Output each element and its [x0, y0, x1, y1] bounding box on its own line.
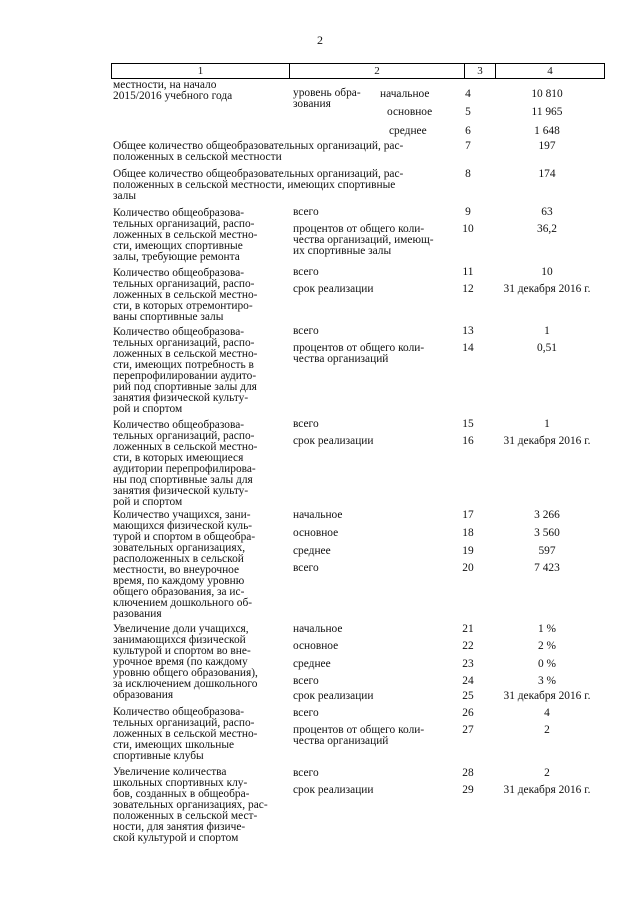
- row-value: 1 %: [537, 623, 557, 635]
- param-label: начальное: [380, 88, 430, 100]
- row-label: рий под спортивные залы для: [113, 381, 257, 393]
- param-label: чества организаций: [293, 353, 389, 365]
- row-number: 29: [462, 784, 474, 796]
- row-label: положенных в сельской мест-: [113, 810, 258, 822]
- row-label: сти, имеющих потребность в: [113, 359, 254, 371]
- param-label: основное: [293, 527, 339, 539]
- row-label: залы: [113, 190, 136, 202]
- row-label: перепрофилировании аудито-: [113, 370, 257, 382]
- row-label: общего образования, за ис-: [113, 586, 245, 598]
- param-label: чества организаций: [293, 735, 389, 747]
- row-value: 4: [544, 707, 550, 719]
- row-number: 26: [462, 707, 474, 719]
- row-label: школьных спортивных клу-: [113, 777, 248, 789]
- row-label: Увеличение количества: [113, 766, 227, 778]
- row-label: расположенных в сельской: [113, 553, 244, 565]
- row-number: 6: [465, 125, 471, 137]
- row-value: 3 266: [534, 509, 560, 521]
- row-label: положенных в сельской местности: [113, 151, 282, 163]
- row-value: 7 423: [534, 562, 560, 574]
- row-number: 4: [465, 88, 471, 100]
- param-label: среднее: [389, 125, 427, 137]
- row-label: сти, в которых отремонтиро-: [113, 300, 253, 312]
- row-number: 5: [465, 106, 471, 118]
- row-label: турой и спортом в общеобра-: [113, 531, 256, 543]
- row-label: ложенных в сельской местно-: [113, 348, 258, 360]
- param-label: срок реализации: [293, 784, 374, 796]
- row-label: положенных в сельской местности, имеющих спортивные: [113, 179, 396, 191]
- row-label: бов, созданных в общеобра-: [113, 788, 250, 800]
- param-label: начальное: [293, 623, 343, 635]
- row-value: 63: [541, 206, 553, 218]
- row-label: ключением дошкольного об-: [113, 597, 253, 609]
- row-label: урочное время (по каждому: [113, 656, 248, 668]
- row-value: 10 810: [531, 88, 563, 100]
- row-value: 31 декабря 2016 г.: [503, 435, 591, 447]
- row-label: Количество общеобразова-: [113, 267, 245, 279]
- row-number: 21: [462, 623, 474, 635]
- level-label: зования: [293, 98, 331, 110]
- row-label: рой и спортом: [113, 403, 183, 415]
- param-label: всего: [293, 562, 319, 574]
- param-label: всего: [293, 325, 319, 337]
- row-value: 2: [544, 767, 550, 779]
- header-col-3: 3: [465, 64, 496, 78]
- row-number: 18: [462, 527, 474, 539]
- row-number: 23: [462, 658, 474, 670]
- row-label: ложенных в сельской местно-: [113, 289, 258, 301]
- row-value: 31 декабря 2016 г.: [503, 690, 591, 702]
- row-label: Увеличение доли учащихся,: [113, 623, 249, 635]
- row-label: рой и спортом: [113, 496, 183, 508]
- param-label: процентов от общего коли-: [293, 223, 425, 235]
- row-label: за исключением дошкольного: [113, 678, 258, 690]
- param-label: срок реализации: [293, 283, 374, 295]
- row-label: зовательных организациях, рас-: [113, 799, 268, 811]
- row-label: 2015/2016 учебного года: [113, 90, 233, 102]
- row-label: залы, требующие ремонта: [113, 251, 240, 263]
- param-label: основное: [387, 106, 433, 118]
- row-label: тельных организаций, распо-: [113, 218, 255, 230]
- row-number: 28: [462, 767, 474, 779]
- row-label: Общее количество общеобразовательных организаций, рас-: [113, 140, 404, 152]
- row-value: 1: [544, 325, 550, 337]
- header-col-1: 1: [112, 64, 290, 78]
- param-label: всего: [293, 767, 319, 779]
- row-label: культурой и спортом во вне-: [113, 645, 251, 657]
- row-label: ской культурой и спортом: [113, 832, 239, 844]
- param-label: всего: [293, 675, 319, 687]
- param-label: всего: [293, 418, 319, 430]
- param-label: процентов от общего коли-: [293, 724, 425, 736]
- row-number: 11: [462, 266, 474, 278]
- param-label: процентов от общего коли-: [293, 342, 425, 354]
- row-label: время, по каждому уровню: [113, 575, 245, 587]
- row-value: 10: [541, 266, 553, 278]
- header-col-2: 2: [290, 64, 465, 78]
- row-label: тельных организаций, распо-: [113, 717, 255, 729]
- row-number: 16: [462, 435, 474, 447]
- row-label: Количество общеобразова-: [113, 326, 245, 338]
- row-number: 14: [462, 342, 474, 354]
- row-label: ваны спортивные залы: [113, 311, 224, 323]
- row-value: 36,2: [537, 223, 557, 235]
- param-label: среднее: [293, 545, 331, 557]
- row-label: мающихся физической куль-: [113, 520, 253, 532]
- row-number: 10: [462, 223, 474, 235]
- row-label: Количество общеобразова-: [113, 419, 245, 431]
- row-label: Количество общеобразова-: [113, 706, 245, 718]
- row-label: зовательных организациях,: [113, 542, 246, 554]
- row-label: местности, на начало: [113, 79, 217, 91]
- row-label: сти, в которых имеющиеся: [113, 452, 244, 464]
- row-label: образования: [113, 689, 174, 701]
- param-label: срок реализации: [293, 435, 374, 447]
- row-number: 25: [462, 690, 474, 702]
- row-number: 13: [462, 325, 474, 337]
- row-value: 197: [538, 140, 556, 152]
- row-value: 174: [538, 168, 556, 180]
- row-value: 0 %: [537, 658, 557, 670]
- row-label: ложенных в сельской местно-: [113, 728, 258, 740]
- row-value: 0,51: [537, 342, 557, 354]
- row-label: ложенных в сельской местно-: [113, 441, 258, 453]
- row-number: 8: [465, 168, 471, 180]
- param-label: начальное: [293, 509, 343, 521]
- param-label: срок реализации: [293, 690, 374, 702]
- row-number: 12: [462, 283, 474, 295]
- param-label: основное: [293, 640, 339, 652]
- row-number: 27: [462, 724, 474, 736]
- row-number: 24: [462, 675, 474, 687]
- header-col-4: 4: [547, 65, 553, 77]
- row-label: Количество учащихся, зани-: [113, 509, 251, 521]
- row-label: ложенных в сельской местно-: [113, 229, 258, 241]
- row-number: 17: [462, 509, 474, 521]
- row-value: 1: [544, 418, 550, 430]
- level-label: уровень обра-: [293, 87, 361, 99]
- row-number: 20: [462, 562, 474, 574]
- row-value: 1 648: [534, 125, 560, 137]
- param-label: чества организаций, имеющ-: [293, 234, 434, 246]
- row-label: ности, для занятия физиче-: [113, 821, 246, 833]
- param-label: всего: [293, 206, 319, 218]
- row-label: спортивные клубы: [113, 750, 204, 762]
- row-label: разования: [113, 608, 162, 620]
- row-number: 15: [462, 418, 474, 430]
- row-value: 3 %: [537, 675, 557, 687]
- row-value: 11 965: [531, 106, 563, 118]
- row-value: 31 декабря 2016 г.: [503, 784, 591, 796]
- row-label: тельных организаций, распо-: [113, 430, 255, 442]
- row-number: 22: [462, 640, 474, 652]
- row-label: занятия физической культу-: [113, 392, 249, 404]
- row-value: 2: [544, 724, 550, 736]
- row-label: аудитории перепрофилирова-: [113, 463, 256, 475]
- param-label: их спортивные залы: [293, 245, 392, 257]
- row-label: тельных организаций, распо-: [113, 278, 255, 290]
- row-label: Количество общеобразова-: [113, 207, 245, 219]
- row-label: сти, имеющих школьные: [113, 739, 235, 751]
- param-label: всего: [293, 266, 319, 278]
- row-label: ны под спортивные залы для: [113, 474, 253, 486]
- row-label: занятия физической культу-: [113, 485, 249, 497]
- row-value: 2 %: [537, 640, 557, 652]
- row-number: 19: [462, 545, 474, 557]
- row-value: 3 560: [534, 527, 560, 539]
- row-label: занимающихся физической: [113, 634, 246, 646]
- row-label: тельных организаций, распо-: [113, 337, 255, 349]
- page-number: 2: [317, 33, 323, 47]
- row-label: Общее количество общеобразовательных организаций, рас-: [113, 168, 404, 180]
- param-label: всего: [293, 707, 319, 719]
- row-number: 9: [465, 206, 471, 218]
- row-number: 7: [465, 140, 471, 152]
- row-value: 597: [538, 545, 556, 557]
- row-label: уровню общего образования),: [113, 667, 258, 679]
- row-label: местности, во внеурочное: [113, 564, 240, 576]
- param-label: среднее: [293, 658, 331, 670]
- row-label: сти, имеющих спортивные: [113, 240, 243, 252]
- table-header: [111, 63, 605, 79]
- row-value: 31 декабря 2016 г.: [503, 283, 591, 295]
